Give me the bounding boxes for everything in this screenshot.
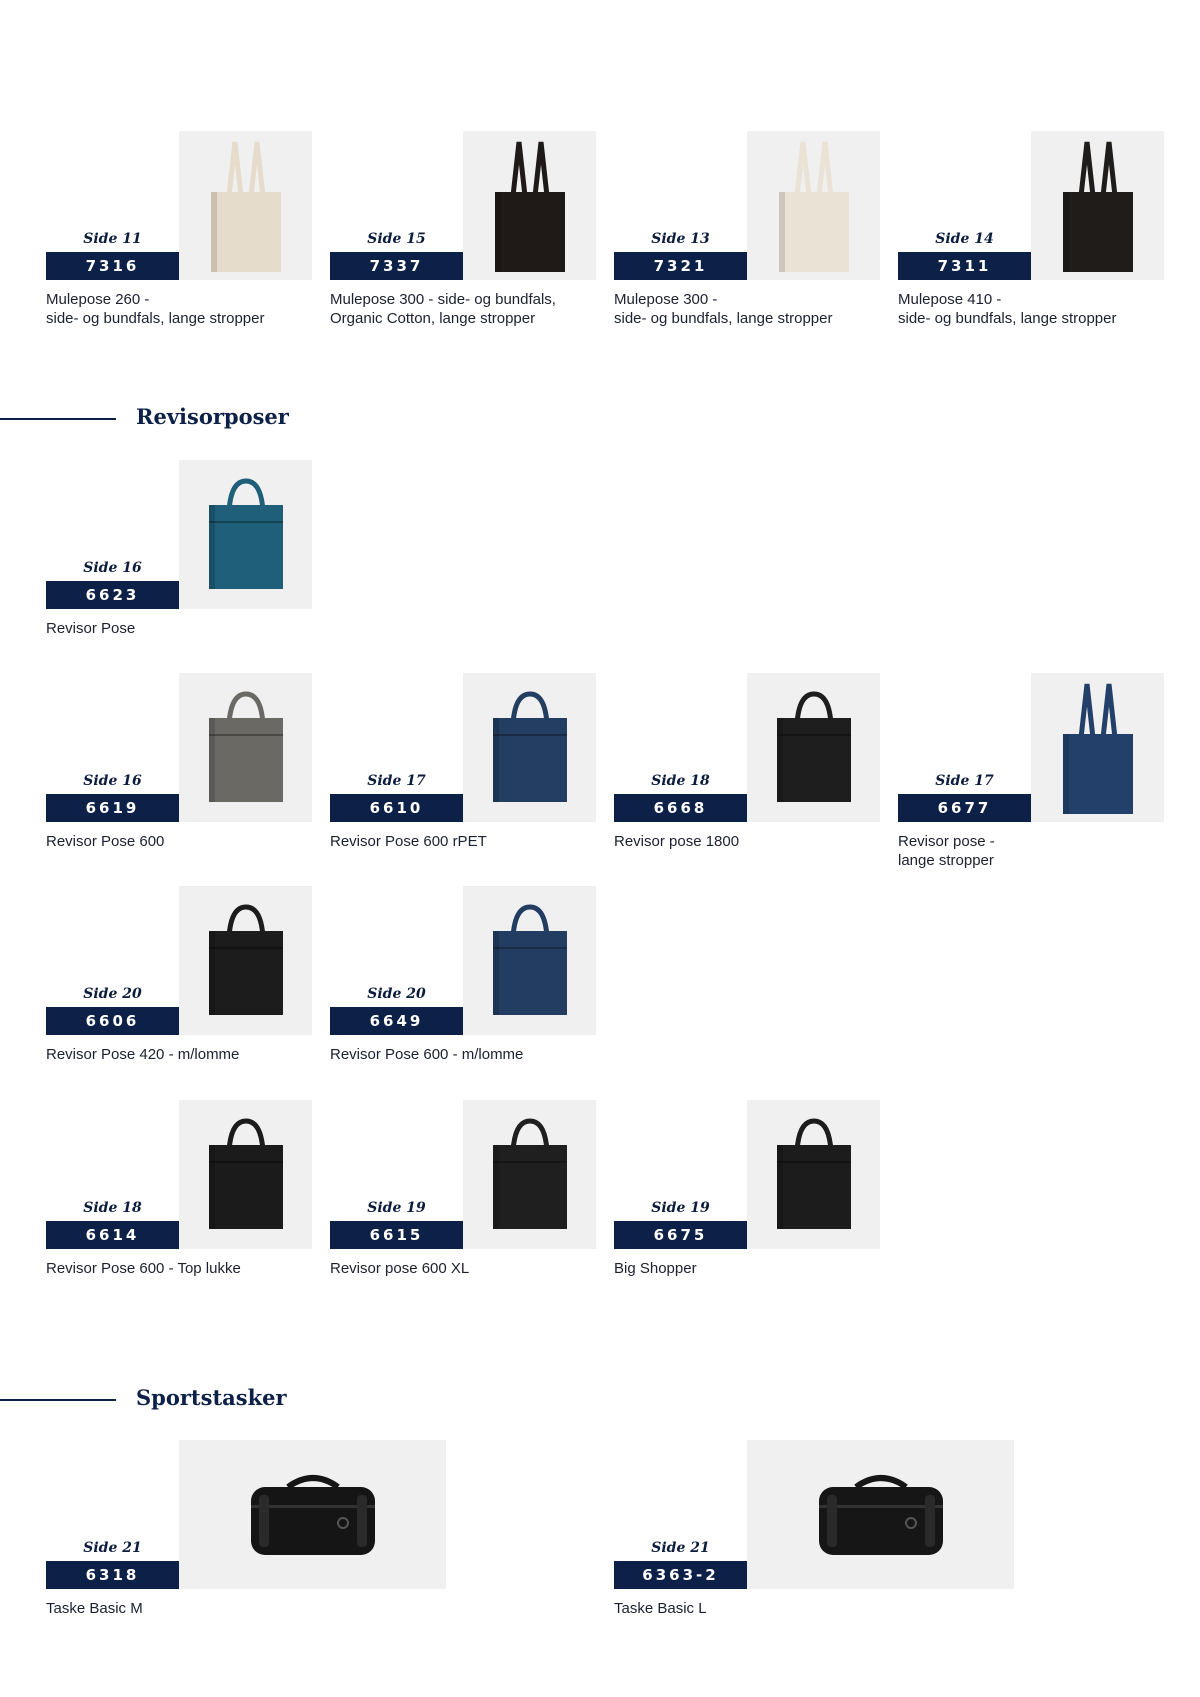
page-reference: Side 20 <box>367 986 426 1002</box>
product-description <box>614 1259 882 1278</box>
description-line: Revisor Pose 600 <box>46 833 165 850</box>
product-code-badge: 6606 <box>46 1007 179 1035</box>
page-reference: Side 11 <box>83 231 142 247</box>
shopping-bag-icon <box>769 1115 859 1235</box>
shopping-bag-icon <box>769 688 859 808</box>
product-card[interactable] <box>46 1100 311 1300</box>
product-photo[interactable] <box>179 886 312 1035</box>
tote-bag-icon <box>769 136 859 276</box>
shopping-bag-icon <box>201 1115 291 1235</box>
description-line: Revisor Pose <box>46 620 136 637</box>
product-photo[interactable] <box>179 1440 446 1589</box>
product-photo[interactable] <box>747 1440 1014 1589</box>
description-line: Revisor pose 1800 <box>614 833 740 850</box>
product-card[interactable] <box>898 131 1163 331</box>
sports-bag-icon <box>811 1465 951 1565</box>
description-line: Mulepose 410 - <box>898 291 1002 308</box>
page-reference: Side 18 <box>651 773 710 789</box>
product-code-badge: 6318 <box>46 1561 179 1589</box>
page-reference: Side 17 <box>367 773 426 789</box>
product-code-badge: 6677 <box>898 794 1031 822</box>
product-description <box>46 1259 314 1278</box>
product-card[interactable] <box>330 1100 595 1300</box>
product-code-badge: 6363-2 <box>614 1561 747 1589</box>
product-code-badge: 7316 <box>46 252 179 280</box>
section-title: Revisorposer <box>136 404 289 429</box>
product-code-badge: 6675 <box>614 1221 747 1249</box>
product-description <box>898 832 1166 870</box>
product-card[interactable] <box>330 673 595 873</box>
shopping-bag-icon <box>201 901 291 1021</box>
description-line: Taske Basic M <box>46 1600 143 1617</box>
description-line: Revisor Pose 600 rPET <box>330 833 487 850</box>
page-reference: Side 18 <box>83 1200 142 1216</box>
product-photo[interactable] <box>179 131 312 280</box>
product-card[interactable] <box>46 131 311 331</box>
product-description <box>46 1045 314 1064</box>
tote-bag-icon <box>485 136 575 276</box>
product-card[interactable] <box>46 673 311 873</box>
page-reference: Side 14 <box>935 231 994 247</box>
description-line: Big Shopper <box>614 1260 697 1277</box>
page-reference: Side 19 <box>367 1200 426 1216</box>
product-description <box>330 1259 598 1278</box>
product-photo[interactable] <box>463 673 596 822</box>
product-code-badge: 6610 <box>330 794 463 822</box>
description-line: Organic Cotton, lange stropper <box>330 310 536 327</box>
product-code-badge: 6623 <box>46 581 179 609</box>
sports-bag-icon <box>243 1465 383 1565</box>
tote-bag-icon <box>1053 136 1143 276</box>
shopping-bag-icon <box>485 901 575 1021</box>
section-title: Sportstasker <box>136 1385 287 1410</box>
product-code-badge: 7337 <box>330 252 463 280</box>
product-photo[interactable] <box>463 131 596 280</box>
product-description <box>46 1599 314 1618</box>
section-divider <box>0 418 116 420</box>
product-code-badge: 6614 <box>46 1221 179 1249</box>
product-description <box>614 290 882 328</box>
product-card[interactable] <box>46 460 311 660</box>
page-reference: Side 16 <box>83 773 142 789</box>
product-photo[interactable] <box>463 886 596 1035</box>
product-card[interactable] <box>46 1440 446 1640</box>
description-line: Mulepose 300 - side- og bundfals, <box>330 291 556 308</box>
product-description <box>614 832 882 851</box>
product-photo[interactable] <box>179 673 312 822</box>
description-line: Revisor Pose 600 - Top lukke <box>46 1260 241 1277</box>
shopping-bag-icon <box>201 475 291 595</box>
product-description <box>330 832 598 851</box>
product-card[interactable] <box>614 131 879 331</box>
description-line: Revisor Pose 600 - m/lomme <box>330 1046 524 1063</box>
product-card[interactable] <box>614 1440 1014 1640</box>
product-code-badge: 6619 <box>46 794 179 822</box>
product-code-badge: 6668 <box>614 794 747 822</box>
product-photo[interactable] <box>1031 673 1164 822</box>
product-card[interactable] <box>330 131 595 331</box>
page-reference: Side 20 <box>83 986 142 1002</box>
product-photo[interactable] <box>747 1100 880 1249</box>
description-line: Revisor Pose 420 - m/lomme <box>46 1046 240 1063</box>
product-card[interactable] <box>898 673 1163 873</box>
product-description <box>330 1045 598 1064</box>
page-reference: Side 19 <box>651 1200 710 1216</box>
description-line: Revisor pose - <box>898 833 995 850</box>
description-line: Mulepose 260 - <box>46 291 150 308</box>
product-description <box>46 290 314 328</box>
page-reference: Side 13 <box>651 231 710 247</box>
page-reference: Side 17 <box>935 773 994 789</box>
product-card[interactable] <box>46 886 311 1086</box>
description-line: Mulepose 300 - <box>614 291 718 308</box>
product-card[interactable] <box>614 1100 879 1300</box>
page-reference: Side 21 <box>651 1540 710 1556</box>
product-photo[interactable] <box>747 131 880 280</box>
page-reference: Side 16 <box>83 560 142 576</box>
description-line: lange stropper <box>898 852 994 869</box>
product-photo[interactable] <box>747 673 880 822</box>
product-photo[interactable] <box>463 1100 596 1249</box>
shopping-bag-icon <box>485 1115 575 1235</box>
product-code-badge: 6615 <box>330 1221 463 1249</box>
description-line: Taske Basic L <box>614 1600 707 1617</box>
product-card[interactable] <box>330 886 595 1086</box>
product-code-badge: 7321 <box>614 252 747 280</box>
product-description <box>330 290 598 328</box>
description-line: side- og bundfals, lange stropper <box>46 310 265 327</box>
product-description <box>898 290 1166 328</box>
section-divider <box>0 1399 116 1401</box>
shopping-bag-icon <box>485 688 575 808</box>
tote-bag-icon <box>201 136 291 276</box>
product-description <box>46 832 314 851</box>
product-photo[interactable] <box>179 460 312 609</box>
product-photo[interactable] <box>179 1100 312 1249</box>
product-description <box>614 1599 882 1618</box>
page-reference: Side 15 <box>367 231 426 247</box>
product-code-badge: 6649 <box>330 1007 463 1035</box>
description-line: Revisor pose 600 XL <box>330 1260 470 1277</box>
product-code-badge: 7311 <box>898 252 1031 280</box>
page-reference: Side 21 <box>83 1540 142 1556</box>
product-photo[interactable] <box>1031 131 1164 280</box>
tote-bag-icon <box>1053 678 1143 818</box>
product-description <box>46 619 314 638</box>
description-line: side- og bundfals, lange stropper <box>898 310 1117 327</box>
description-line: side- og bundfals, lange stropper <box>614 310 833 327</box>
shopping-bag-icon <box>201 688 291 808</box>
product-card[interactable] <box>614 673 879 873</box>
